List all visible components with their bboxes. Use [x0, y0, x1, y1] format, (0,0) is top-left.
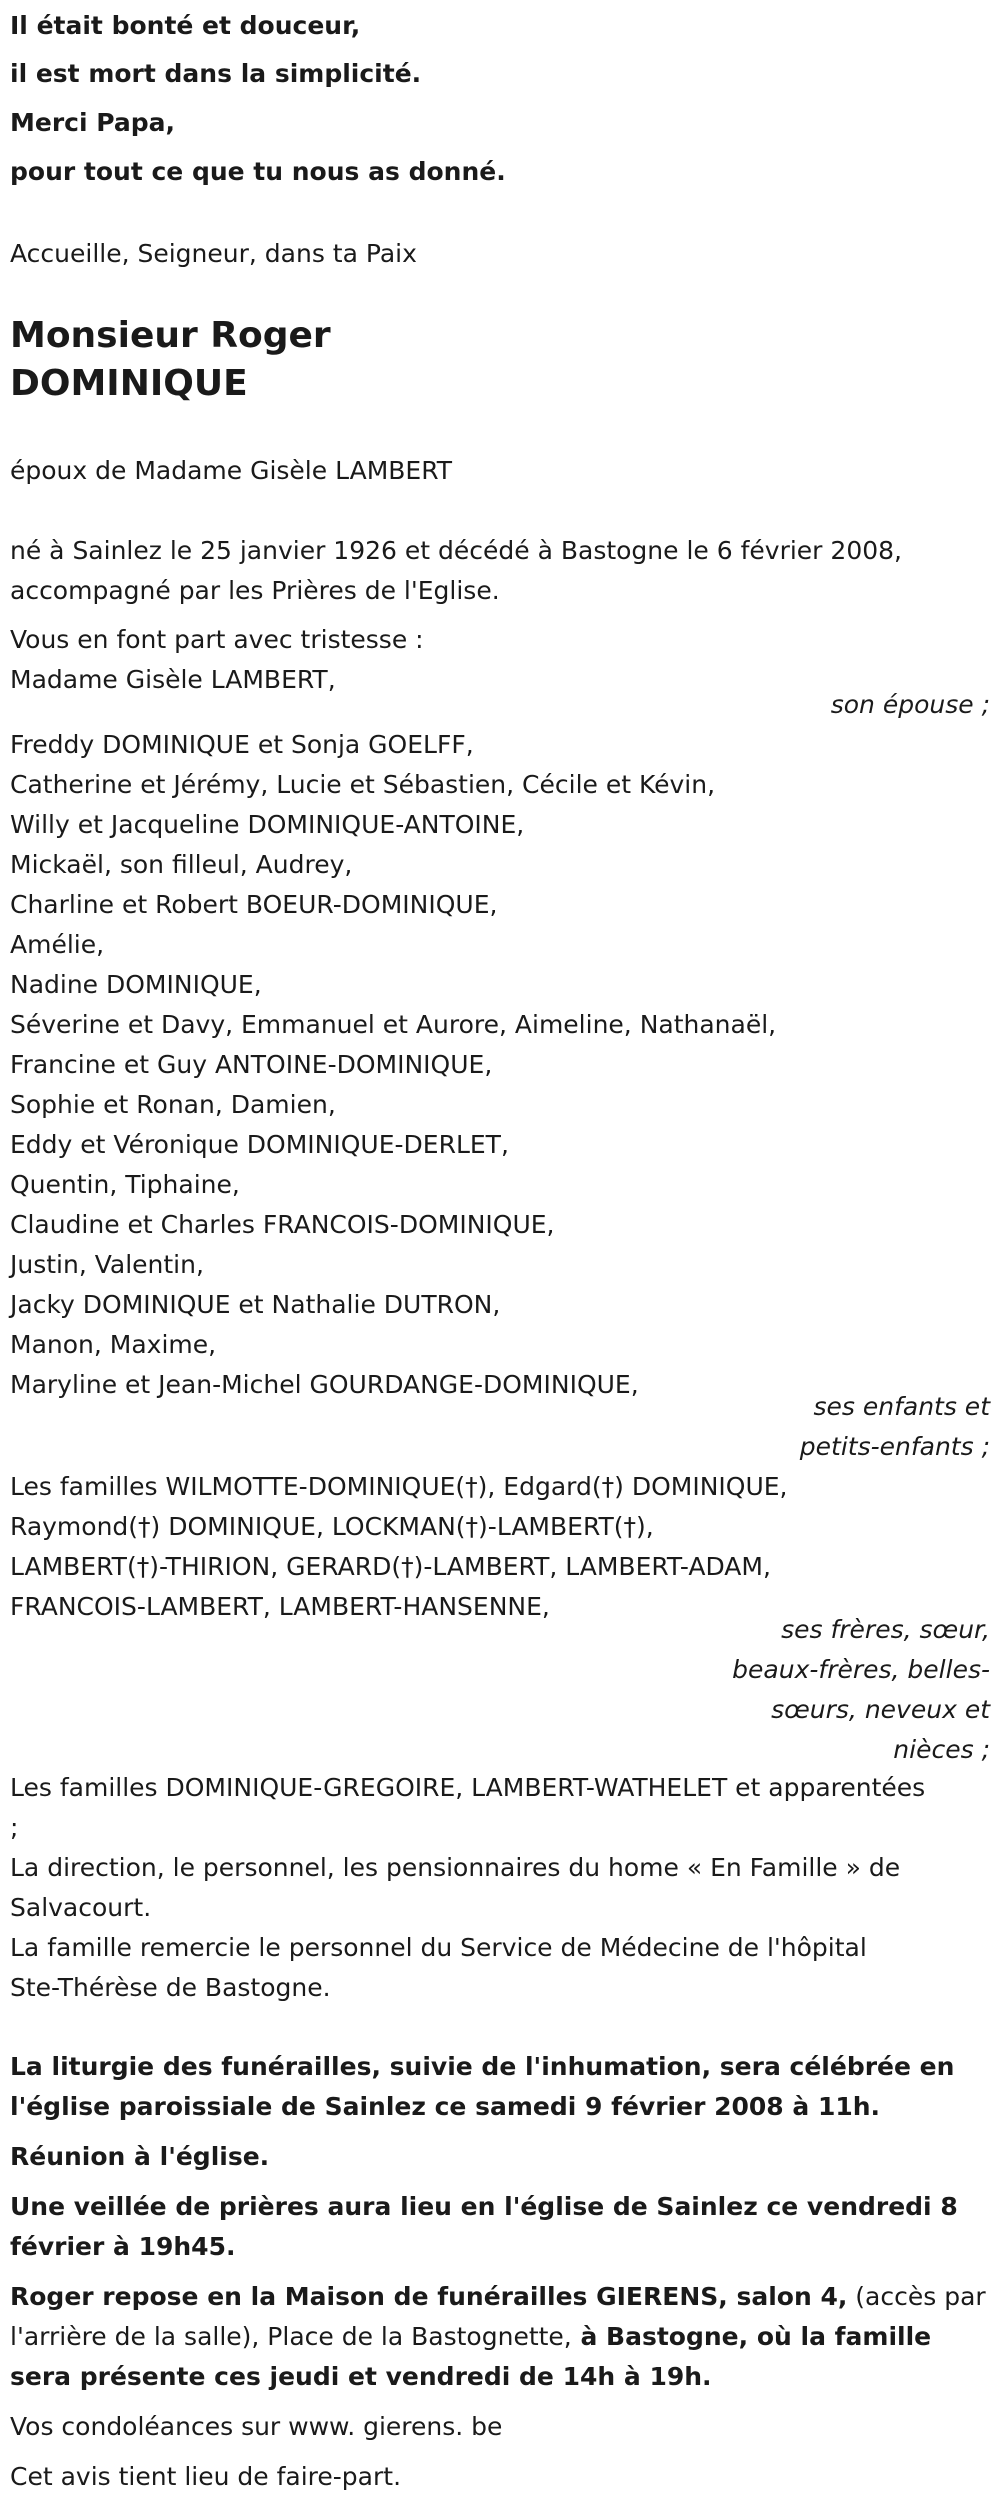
vigil-line: Une veillée de prières aura lieu en l'église de Sainlez ce vendredi 8 [10, 2192, 958, 2221]
intro-line: Vous en font part avec tristesse : [10, 625, 424, 654]
others-line: Ste-Thérèse de Bastogne. [10, 1973, 331, 2002]
family-line: Charline et Robert BOEUR-DOMINIQUE, [10, 890, 498, 919]
family-line: Catherine et Jérémy, Lucie et Sébastien, Cécile et Kévin, [10, 770, 716, 799]
repose-line [10, 2317, 931, 2357]
siblings-role: nièces ; [893, 1735, 990, 1764]
siblings-role: beaux-frères, belles- [732, 1655, 990, 1684]
birth-death-line: accompagné par les Prières de l'Eglise. [10, 576, 500, 605]
family-line: Maryline et Jean-Michel GOURDANGE-DOMINIQUE, [10, 1370, 639, 1399]
repose-bold: Roger repose en la Maison de funérailles GIERENS, salon 4, [10, 2282, 848, 2311]
funeral-line: l'église paroissiale de Sainlez ce samedi 9 février 2008 à 11h. [10, 2092, 881, 2121]
others-line: Les familles DOMINIQUE-GREGOIRE, LAMBERT-WATHELET et apparentées [10, 1773, 926, 1802]
family-line: Mickaël, son filleul, Audrey, [10, 850, 353, 879]
family-line: Francine et Guy ANTOINE-DOMINIQUE, [10, 1050, 493, 1079]
others-line: Salvacourt. [10, 1893, 152, 1922]
family-line: Manon, Maxime, [10, 1330, 217, 1359]
repose-regular: (accès par [847, 2282, 986, 2311]
family-line: Claudine et Charles FRANCOIS-DOMINIQUE, [10, 1210, 555, 1239]
family-line: Jacky DOMINIQUE et Nathalie DUTRON, [10, 1290, 501, 1319]
others-line: La direction, le personnel, les pensionnaires du home « En Famille » de [10, 1853, 901, 1882]
siblings-line: Les familles WILMOTTE-DOMINIQUE(†), Edgard(†) DOMINIQUE, [10, 1472, 788, 1501]
siblings-line: Raymond(†) DOMINIQUE, LOCKMAN(†)-LAMBERT(†), [10, 1512, 654, 1541]
quote-line: pour tout ce que tu nous as donné. [10, 157, 506, 186]
quote-line: Il était bonté et douceur, [10, 11, 361, 40]
spouse-role: son épouse ; [830, 690, 990, 719]
family-line: Amélie, [10, 930, 105, 959]
meeting-line: Réunion à l'église. [10, 2142, 270, 2171]
siblings-line: FRANCOIS-LAMBERT, LAMBERT-HANSENNE, [10, 1592, 550, 1621]
family-line: Willy et Jacqueline DOMINIQUE-ANTOINE, [10, 810, 525, 839]
funeral-line: La liturgie des funérailles, suivie de l'inhumation, sera célébrée en [10, 2052, 955, 2081]
family-line: Justin, Valentin, [10, 1250, 204, 1279]
quote-line: il est mort dans la simplicité. [10, 59, 422, 88]
repose-line [10, 2277, 986, 2317]
spouse-name: Madame Gisèle LAMBERT, [10, 665, 336, 694]
prayer-line: Accueille, Seigneur, dans ta Paix [10, 239, 417, 268]
condolences-line: Vos condoléances sur www. gierens. be [10, 2412, 503, 2441]
family-line: Sophie et Ronan, Damien, [10, 1090, 336, 1119]
family-line: Eddy et Véronique DOMINIQUE-DERLET, [10, 1130, 509, 1159]
repose-line: sera présente ces jeudi et vendredi de 14h à 19h. [10, 2362, 712, 2391]
others-line: La famille remercie le personnel du Service de Médecine de l'hôpital [10, 1933, 867, 1962]
family-line: Freddy DOMINIQUE et Sonja GOELFF, [10, 730, 474, 759]
siblings-line: LAMBERT(†)-THIRION, GERARD(†)-LAMBERT, LAMBERT-ADAM, [10, 1552, 771, 1581]
family-line: Séverine et Davy, Emmanuel et Aurore, Aimeline, Nathanaël, [10, 1010, 777, 1039]
spouse-line: époux de Madame Gisèle LAMBERT [10, 456, 453, 485]
quote-line: Merci Papa, [10, 108, 176, 137]
repose-regular: l'arrière de la salle), Place de la Bastognette, [10, 2322, 572, 2351]
siblings-role: sœurs, neveux et [771, 1695, 990, 1724]
deceased-name: Monsieur Roger [10, 315, 331, 356]
children-role: ses enfants et [813, 1392, 990, 1421]
birth-death-line: né à Sainlez le 25 janvier 1926 et décédé à Bastogne le 6 février 2008, [10, 536, 902, 565]
repose-bold: à Bastogne, où la famille [571, 2322, 932, 2351]
family-line: Nadine DOMINIQUE, [10, 970, 262, 999]
vigil-line: février à 19h45. [10, 2232, 236, 2261]
siblings-role: ses frères, sœur, [781, 1615, 990, 1644]
closing-line: Cet avis tient lieu de faire-part. [10, 2462, 402, 2491]
family-line: Quentin, Tiphaine, [10, 1170, 240, 1199]
children-role: petits-enfants ; [799, 1432, 990, 1461]
others-line: ; [10, 1813, 19, 1842]
deceased-surname: DOMINIQUE [10, 363, 248, 404]
